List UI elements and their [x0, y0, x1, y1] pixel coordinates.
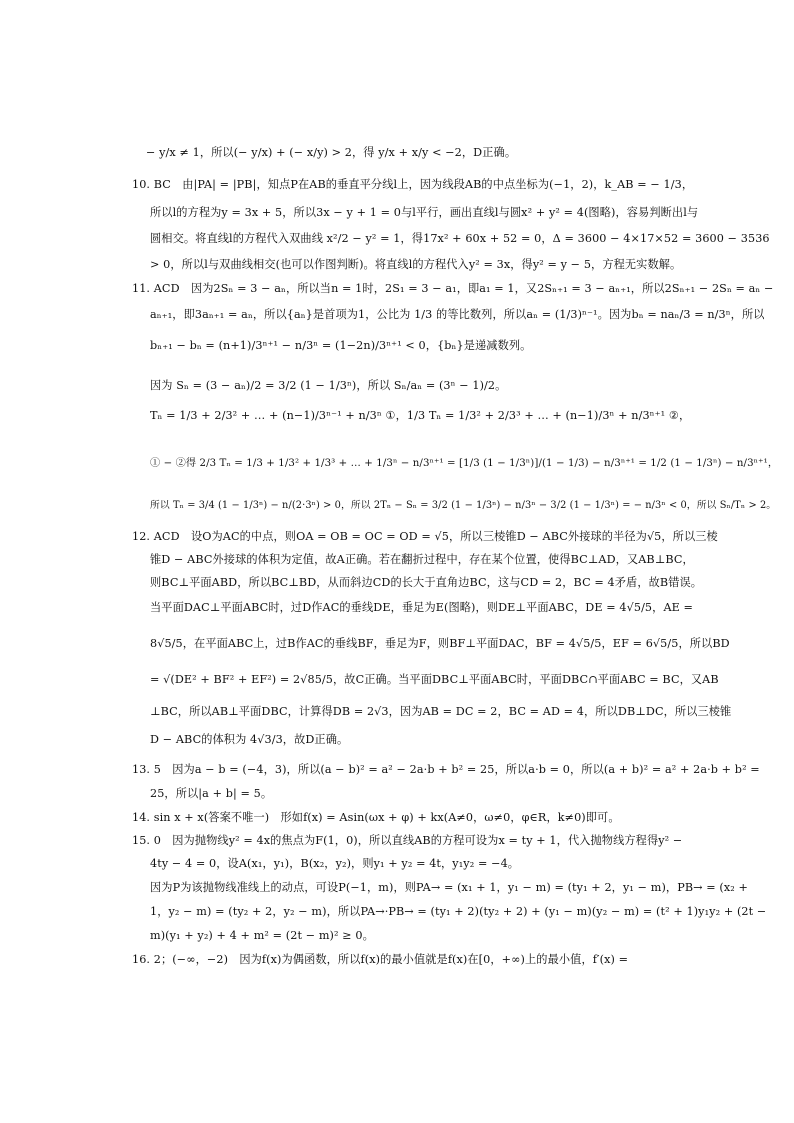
text-line: bₙ₊₁ − bₙ = (n+1)/3ⁿ⁺¹ − n/3ⁿ = (1−2n)/3ⁿ⁺¹ < 0，{bₙ}是递减数列。 — [150, 339, 532, 352]
text-line: 4ty − 4 = 0，设A(x₁，y₁)，B(x₂，y₂)，则y₁ + y₂ = 4t，y₁y₂ = −4。 — [150, 857, 520, 870]
text-line: 12. ACD 设O为AC的中点，则OA = OB = OC = OD = √5，所以三棱锥D − ABC外接球的半径为√5，所以三棱 — [132, 530, 718, 543]
text-line: 圆相交。将直线l的方程代入双曲线 x²/2 − y² = 1，得17x² + 60x + 52 = 0，Δ = 3600 − 4×17×52 = 3600 − 3536 — [150, 232, 770, 245]
text-line: D − ABC的体积为 4√3/3，故D正确。 — [150, 733, 349, 746]
text-line: 15. 0 因为抛物线y² = 4x的焦点为F(1，0)，所以直线AB的方程可设为x = ty + 1，代入抛物线方程得y² − — [132, 834, 683, 847]
text-line: 所以l的方程为y = 3x + 5，所以3x − y + 1 = 0与l平行，画出直线l与圆x² + y² = 4(图略)，容易判断出l与 — [150, 206, 699, 219]
text-line: = √(DE² + BF² + EF²) = 2√85/5，故C正确。当平面DBC⊥平面ABC时，平面DBC∩平面ABC = BC，又AB — [150, 673, 719, 686]
text-line: 则BC⊥平面ABD，所以BC⊥BD，从而斜边CD的长大于直角边BC，这与CD = 2，BC = 4矛盾，故B错误。 — [150, 576, 703, 589]
text-line: > 0，所以l与双曲线相交(也可以作图判断)。将直线l的方程代入y² = 3x，得y² = y − 5，方程无实数解。 — [150, 258, 682, 271]
text-line: 11. ACD 因为2Sₙ = 3 − aₙ，所以当n = 1时，2S₁ = 3 − a₁，即a₁ = 1，又2Sₙ₊₁ = 3 − aₙ₊₁，所以2Sₙ₊₁ − 2Sₙ = aₙ − — [132, 282, 774, 295]
text-line: ① − ②得 2/3 Tₙ = 1/3 + 1/3² + 1/3³ + … + 1/3ⁿ − n/3ⁿ⁺¹ = [1/3 (1 − 1/3ⁿ)]/(1 − 1/3) − n/3ⁿ⁺¹ = 1/2 (1 − 1/3ⁿ) − n/3ⁿ⁺¹， — [150, 458, 779, 469]
text-line: Tₙ = 1/3 + 2/3² + … + (n−1)/3ⁿ⁻¹ + n/3ⁿ ①，1/3 Tₙ = 1/3² + 2/3³ + … + (n−1)/3ⁿ + n/3ⁿ⁺¹ ②， — [150, 409, 691, 422]
text-line: 所以 Tₙ = 3/4 (1 − 1/3ⁿ) − n/(2·3ⁿ) > 0，所以 2Tₙ − Sₙ = 3/2 (1 − 1/3ⁿ) − n/3ⁿ − 3/2 (1 − 1/3ⁿ) = − n/3ⁿ < 0，所以 Sₙ/Tₙ > 2。 — [150, 500, 777, 511]
text-line: 25，所以|a + b| = 5。 — [150, 787, 273, 800]
text-line: 锥D − ABC外接球的体积为定值，故A正确。若在翻折过程中，存在某个位置，使得BC⊥AD，又AB⊥BC， — [150, 553, 694, 566]
text-line: m)(y₁ + y₂) + 4 + m² = (2t − m)² ≥ 0。 — [150, 929, 374, 942]
text-line: aₙ₊₁，即3aₙ₊₁ = aₙ，所以{aₙ}是首项为1，公比为 1/3 的等比数列，所以aₙ = (1/3)ⁿ⁻¹。因为bₙ = naₙ/3 = n/3ⁿ，所以 — [150, 308, 765, 321]
text-line: 10. BC 由|PA| = |PB|，知点P在AB的垂直平分线l上，因为线段AB的中点坐标为(−1，2)，k_AB = − 1/3， — [132, 178, 694, 191]
text-line: 因为P为该抛物线准线上的动点，可设P(−1，m)，则PA→ = (x₁ + 1，y₁ − m) = (ty₁ + 2，y₁ − m)，PB→ = (x₂ + — [150, 881, 748, 894]
text-line: 1，y₂ − m) = (ty₂ + 2，y₂ − m)，所以PA→·PB→ = (ty₁ + 2)(ty₂ + 2) + (y₁ − m)(y₂ − m) = (t² + 1)y₁y₂ + (2t − — [150, 905, 767, 918]
text-line: 当平面DAC⊥平面ABC时，过D作AC的垂线DE，垂足为E(图略)，则DE⊥平面ABC，DE = 4√5/5，AE = — [150, 601, 694, 614]
text-line: 16. 2；(−∞，−2) 因为f(x)为偶函数，所以f(x)的最小值就是f(x)在[0，+∞)上的最小值，f′(x) = — [132, 953, 629, 966]
text-line: 8√5/5，在平面ABC上，过B作AC的垂线BF，垂足为F，则BF⊥平面DAC，BF = 4√5/5，EF = 6√5/5，所以BD — [150, 637, 730, 650]
text-line: 因为 Sₙ = (3 − aₙ)/2 = 3/2 (1 − 1/3ⁿ)，所以 Sₙ/aₙ = (3ⁿ − 1)/2。 — [150, 379, 507, 392]
text-line: − y/x ≠ 1，所以(− y/x) + (− x/y) > 2，得 y/x + x/y < −2，D正确。 — [146, 146, 517, 159]
text-line: ⊥BC，所以AB⊥平面DBC，计算得DB = 2√3，因为AB = DC = 2，BC = AD = 4，所以DB⊥DC，所以三棱锥 — [150, 705, 732, 718]
text-line: 13. 5 因为a − b = (−4，3)，所以(a − b)² = a² − 2a·b + b² = 25，所以a·b = 0，所以(a + b)² = a² + 2a·b + b² = — [132, 763, 760, 776]
text-line: 14. sin x + x(答案不唯一) 形如f(x) = Asin(ωx + φ) + kx(A≠0，ω≠0，φ∈R，k≠0)即可。 — [132, 811, 620, 824]
